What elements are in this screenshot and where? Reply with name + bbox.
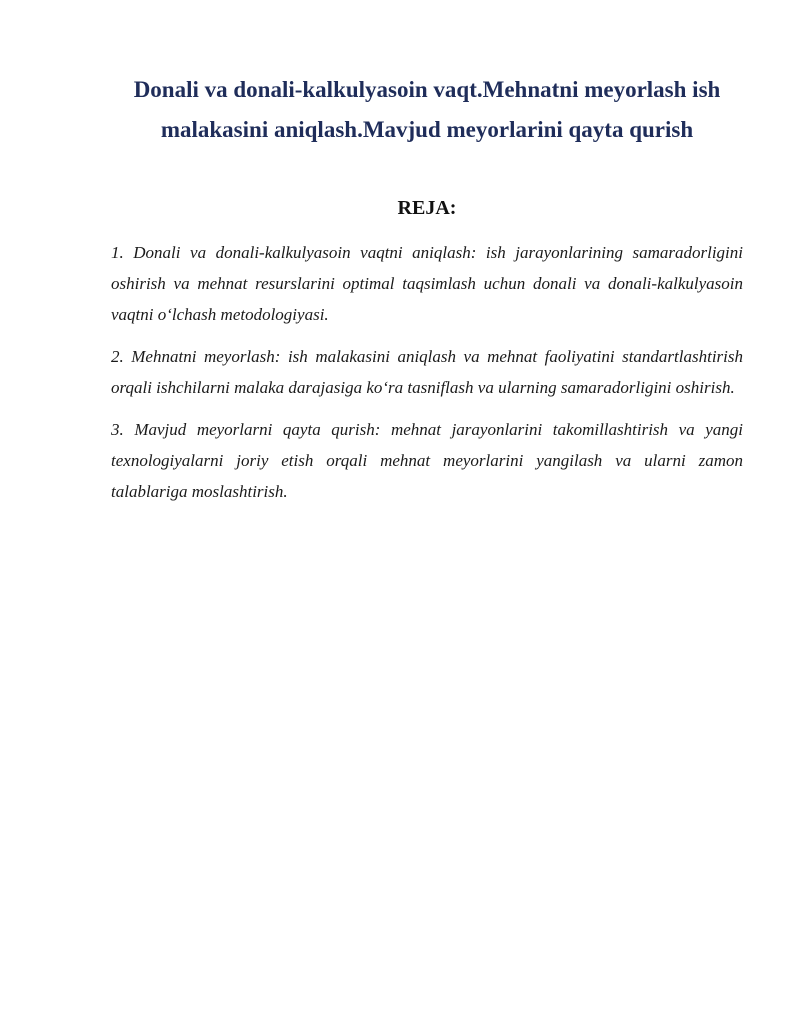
document-title: Donali va donali-kalkulyasoin vaqt.Mehnatni meyorlash ish malakasini aniqlash.Mavjud meyorlarini qayta qurish: [133, 77, 721, 142]
plan-heading: REJA:: [397, 197, 457, 219]
plan-item-1: 1. Donali va donali-kalkulyasoin vaqtni aniqlash: ish jarayonlarining samaradorligini oshirish va mehnat resurslarini optimal taqsimlash uchun donali va donali-kalkulyasoin vaqtni o‘lchash metodologiyasi.: [111, 243, 743, 324]
plan-list: [111, 237, 743, 518]
plan-item-2: 2. Mehnatni meyorlash: ish malakasini aniqlash va mehnat faoliyatini standartlashtirish orqali ishchilarni malaka darajasiga ko‘ra tasniflash va ularning samaradorligini oshirish.: [111, 347, 743, 397]
plan-item-3: 3. Mavjud meyorlarni qayta qurish: mehnat jarayonlarini takomillashtirish va yangi texnologiyalarni joriy etish orqali mehnat meyorlarini yangilash va ularni zamon talablariga moslashtirish.: [111, 420, 743, 501]
